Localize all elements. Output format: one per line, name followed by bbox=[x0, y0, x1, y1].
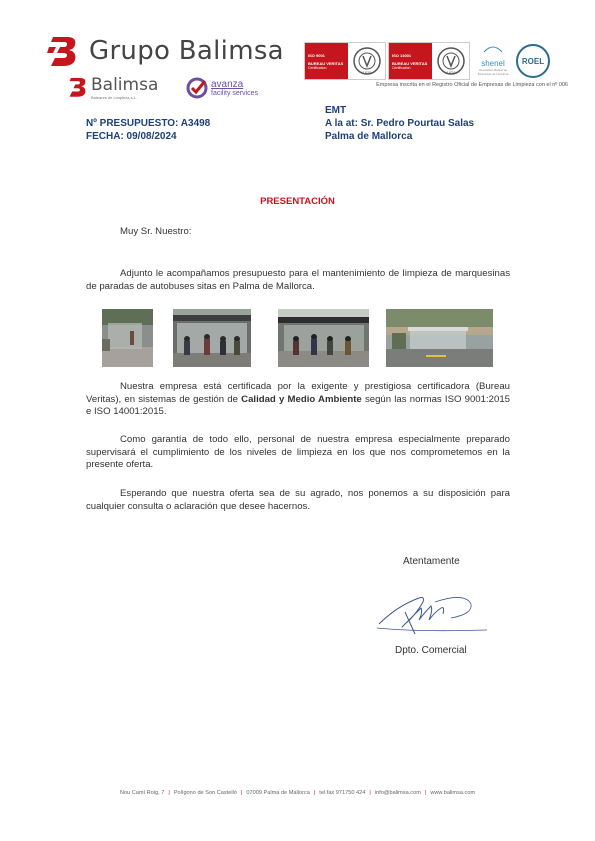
reference-block bbox=[86, 117, 210, 143]
closing-text: Atentamente bbox=[403, 556, 460, 567]
grupo-balimsa-logo bbox=[47, 33, 287, 69]
svg-text:1828: 1828 bbox=[446, 70, 455, 75]
paragraph-1: Adjunto le acompañamos presupuesto para el mantenimiento de limpieza de marquesinas de paradas de autobuses sitas en Palma de Mallorca. bbox=[86, 268, 510, 292]
letter-title: PRESENTACIÓN bbox=[260, 196, 335, 207]
footer: Nou Camí Roig, 7 | Polígono de Son Castelló | 07009 Palma de Mallorca | tel fax 971750 424 | info@balimsa.com | www.balimsa.com bbox=[119, 790, 476, 796]
sub-logo-small: Baleares de Limpieza s.L. bbox=[91, 95, 138, 100]
bus-stop-photo-1 bbox=[102, 309, 153, 367]
shenel-name: shenel bbox=[481, 59, 505, 68]
paragraph-3: Como garantía de todo ello, personal de nuestra empresa especialmente preparado supervisará el cumplimiento de los niveles de limpieza en los que nos comprometemos en la presente oferta. bbox=[86, 434, 510, 471]
paragraph-2 bbox=[86, 381, 510, 419]
handwritten-signature bbox=[375, 590, 490, 638]
footer-web[interactable]: www.balimsa.com bbox=[430, 790, 476, 796]
paragraph-2-bold: Calidad y Medio Ambiente bbox=[241, 393, 362, 405]
shenel-wave-icon bbox=[483, 44, 503, 54]
department-text: Dpto. Comercial bbox=[395, 645, 467, 656]
cert-bv-label: BUREAU VERITAS bbox=[308, 60, 344, 66]
cert-certification-label: Certification bbox=[308, 65, 327, 70]
avanza-name: avanza bbox=[211, 78, 244, 90]
sub-logo-text: Balimsa bbox=[91, 75, 159, 95]
shenel-logo bbox=[476, 41, 510, 79]
footer-email[interactable]: info@balimsa.com bbox=[374, 790, 421, 796]
shenel-sub: Asociación Balear de Empresas de Limpieza bbox=[477, 68, 509, 76]
greeting: Muy Sr. Nuestro: bbox=[120, 226, 192, 237]
footer-address: Nou Camí Roig, 7 bbox=[119, 790, 165, 796]
footer-city: 07009 Palma de Mallorca bbox=[246, 790, 310, 796]
presupuesto-date: FECHA: 09/08/2024 bbox=[86, 131, 177, 142]
iso-9001-badge bbox=[304, 42, 386, 80]
svg-text:1828: 1828 bbox=[362, 70, 371, 75]
footer-poligono: Polígono de Son Castelló bbox=[173, 790, 237, 796]
paragraph-4: Esperando que nuestra oferta sea de su agrado, nos ponemos a su disposición para cualquier consulta o aclaración que desee hacernos. bbox=[86, 488, 510, 512]
recipient-attn: A la at: Sr. Pedro Pourtau Salas bbox=[325, 118, 475, 129]
roel-text: ROEL bbox=[521, 56, 545, 66]
bureau-veritas-seal-icon bbox=[352, 46, 382, 76]
bus-stop-photo-3 bbox=[278, 309, 369, 367]
cert-certification-label: Certification bbox=[392, 65, 411, 70]
presupuesto-number: Nº PRESUPUESTO: A3498 bbox=[86, 118, 211, 129]
avanza-logo bbox=[186, 77, 258, 99]
avanza-check-icon bbox=[186, 77, 208, 99]
balimsa-small-b-icon bbox=[67, 76, 89, 98]
iso-14001-badge bbox=[388, 42, 470, 80]
bus-stop-photo-4 bbox=[386, 309, 493, 367]
roel-logo bbox=[516, 44, 550, 78]
avanza-sub: facility services bbox=[211, 89, 259, 97]
footer-telfax: tel fax 971750 424 bbox=[319, 790, 366, 796]
balimsa-logo bbox=[67, 76, 158, 100]
recipient-block bbox=[325, 104, 474, 143]
bureau-veritas-seal-icon bbox=[436, 46, 466, 76]
recipient-city: Palma de Mallorca bbox=[325, 131, 413, 142]
main-logo-text: Grupo Balimsa bbox=[89, 36, 284, 66]
paragraph-2-part-b: según las normas ISO 9001:2015 e ISO 14001:2015. bbox=[86, 393, 510, 418]
recipient-company: EMT bbox=[325, 105, 347, 116]
bus-stop-photo-2 bbox=[173, 309, 251, 367]
cert-iso-label: ISO 14001 bbox=[392, 52, 412, 58]
cert-iso-label: ISO 9001 bbox=[308, 52, 325, 58]
balimsa-b-icon bbox=[47, 34, 81, 68]
registro-note: Empresa inscrita en el Registro Oficial de Empresas de Limpieza con el nº 006 bbox=[376, 82, 568, 88]
cert-bv-label: BUREAU VERITAS bbox=[392, 60, 428, 66]
paragraph-2-part-a: Nuestra empresa está certificada por la exigente y prestigiosa certificadora (Bureau Veritas), en sistemas de gestión de bbox=[86, 381, 510, 405]
